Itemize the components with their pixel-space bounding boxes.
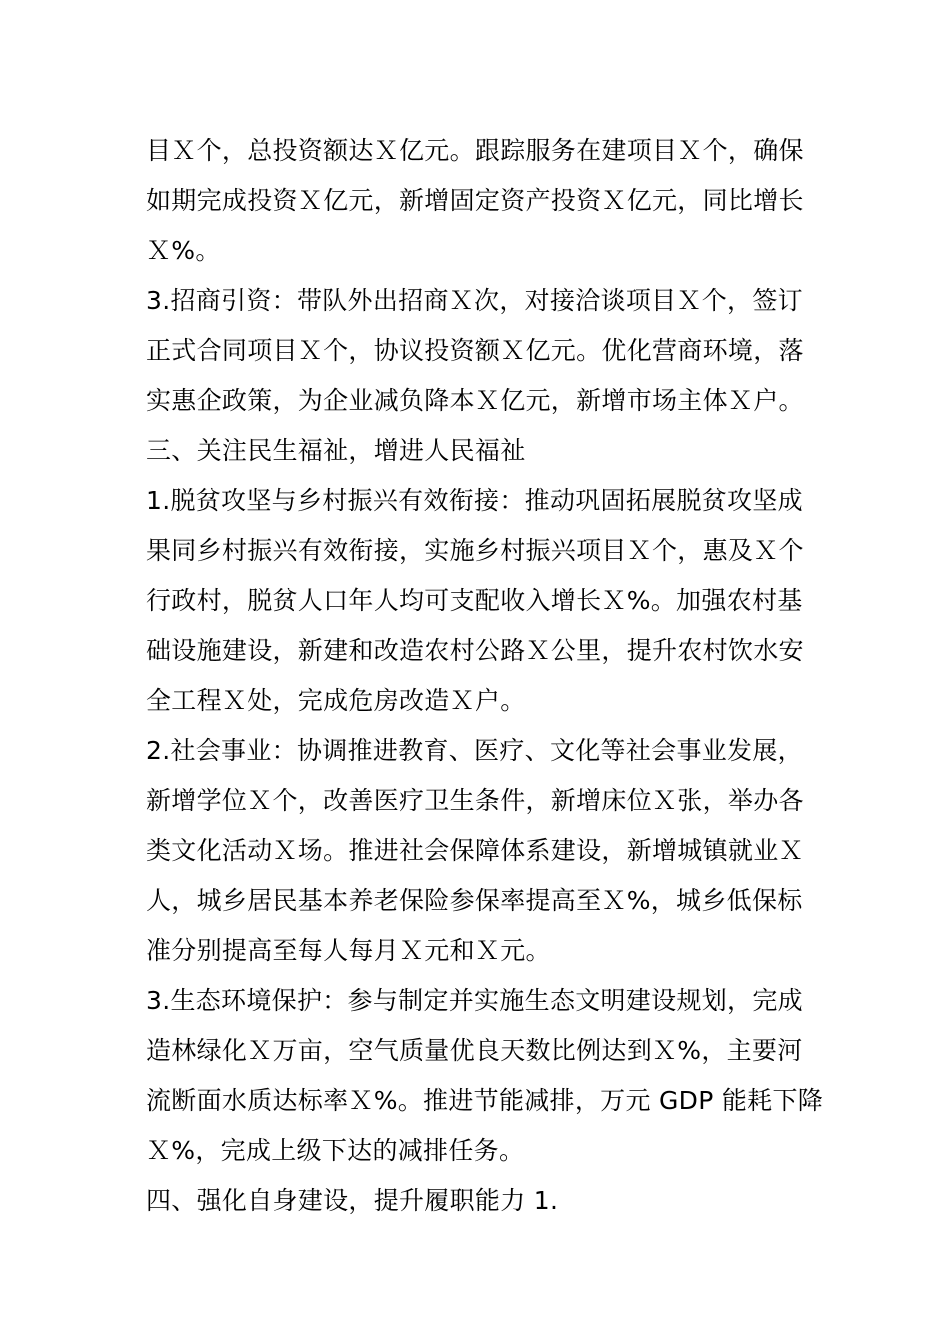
text-line: 全工程Ｘ处，完成危房改造Ｘ户。 <box>146 686 526 715</box>
section-heading: 四、强化自身建设，提升履职能力 1. <box>146 1186 559 1215</box>
document-body <box>146 126 824 1226</box>
text-line: 行政村，脱贫人口年人均可支配收入增长Ｘ%。加强农村基 <box>146 586 803 615</box>
text-line: 3.生态环境保护：参与制定并实施生态文明建设规划，完成 <box>146 986 803 1015</box>
text-line: 流断面水质达标率Ｘ%。推进节能减排，万元 GDP 能耗下降 <box>146 1086 824 1115</box>
text-line: 准分别提高至每人每月Ｘ元和Ｘ元。 <box>146 936 551 965</box>
text-line: 正式合同项目Ｘ个，协议投资额Ｘ亿元。优化营商环境，落 <box>146 336 804 365</box>
text-line: 人，城乡居民基本养老保险参保率提高至Ｘ%，城乡低保标 <box>146 886 803 915</box>
text-line: 础设施建设，新建和改造农村公路Ｘ公里，提升农村饮水安 <box>146 636 804 665</box>
text-line: Ｘ%。 <box>146 236 221 265</box>
text-line: 目Ｘ个，总投资额达Ｘ亿元。跟踪服务在建项目Ｘ个，确保 <box>146 136 804 165</box>
text-line: 造林绿化Ｘ万亩，空气质量优良天数比例达到Ｘ%，主要河 <box>146 1036 803 1065</box>
text-line: 果同乡村振兴有效衔接，实施乡村振兴项目Ｘ个，惠及Ｘ个 <box>146 536 804 565</box>
text-line: 类文化活动Ｘ场。推进社会保障体系建设，新增城镇就业Ｘ <box>146 836 804 865</box>
section-heading: 三、关注民生福祉，增进人民福祉 <box>146 436 526 465</box>
text-line: 实惠企政策，为企业减负降本Ｘ亿元，新增市场主体Ｘ户。 <box>146 386 804 415</box>
text-line: 如期完成投资Ｘ亿元，新增固定资产投资Ｘ亿元，同比增长 <box>146 186 804 215</box>
text-line: 新增学位Ｘ个，改善医疗卫生条件，新增床位Ｘ张，举办各 <box>146 786 804 815</box>
text-line: 2.社会事业：协调推进教育、医疗、文化等社会事业发展， <box>146 736 803 765</box>
text-line: 1.脱贫攻坚与乡村振兴有效衔接：推动巩固拓展脱贫攻坚成 <box>146 486 803 515</box>
text-line: 3.招商引资：带队外出招商Ｘ次，对接洽谈项目Ｘ个，签订 <box>146 286 803 315</box>
text-line: Ｘ%，完成上级下达的减排任务。 <box>146 1136 525 1165</box>
